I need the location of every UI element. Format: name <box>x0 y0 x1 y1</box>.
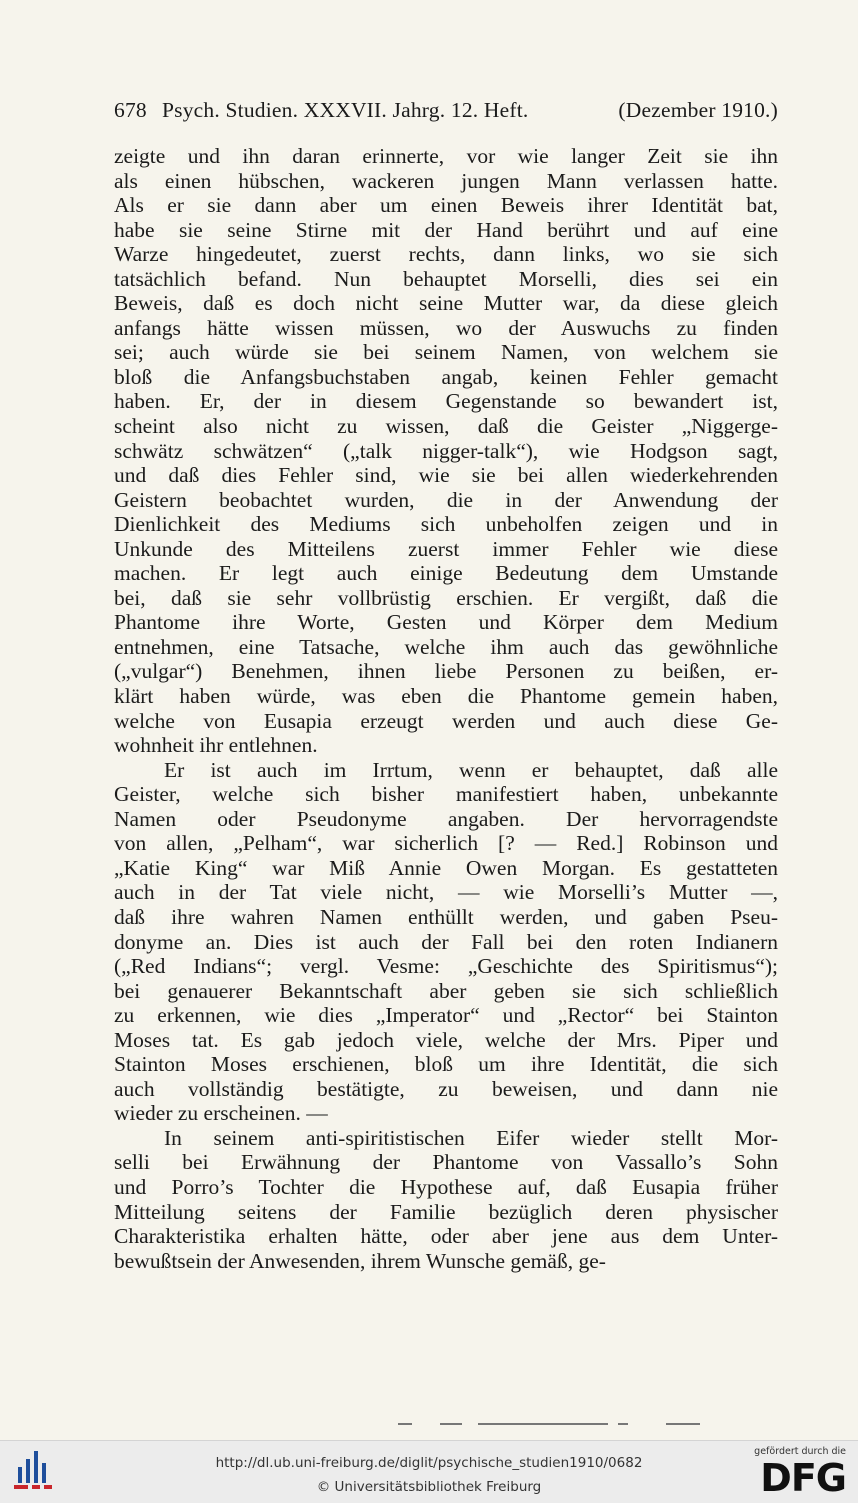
text-line: Warze hingedeutet, zuerst rechts, dann links, wo sie sich <box>114 242 778 267</box>
text-line: scheint also nicht zu wissen, daß die Geister „Niggerge- <box>114 414 778 439</box>
text-line: welche von Eusapia erzeugt werden und auch diese Ge- <box>114 708 778 733</box>
text-line: Mitteilung seitens der Familie bezüglich deren physischer <box>114 1199 778 1224</box>
scan-mark <box>666 1423 700 1425</box>
text-line: anfangs hätte wissen müssen, wo der Auswuchs zu finden <box>114 315 778 340</box>
text-line: Moses tat. Es gab jedoch viele, welche der Mrs. Piper und <box>114 1027 778 1052</box>
text-line: und Porro’s Tochter die Hypothese auf, daß Eusapia früher <box>114 1174 778 1199</box>
text-line: zu erkennen, wie dies „Imperator“ und „Rector“ bei Stainton <box>114 1003 778 1028</box>
text-line: Geister, welche sich bisher manifestiert haben, unbekannte <box>114 782 778 807</box>
text-line: zeigte und ihn daran erinnerte, vor wie langer Zeit sie ihn <box>114 144 778 168</box>
text-line: Stainton Moses erschienen, bloß um ihre Identität, die sich <box>114 1052 778 1077</box>
scan-mark <box>398 1423 412 1425</box>
text-line: auch vollständig bestätigte, zu beweisen, und dann nie <box>114 1076 778 1101</box>
footer-bar <box>0 1440 858 1503</box>
text-line: Beweis, daß es doch nicht seine Mutter war, da diese gleich <box>114 291 778 316</box>
text-line: Er ist auch im Irrtum, wenn er behauptet, daß alle <box>164 757 778 782</box>
scan-mark <box>478 1423 608 1425</box>
text-line: Dienlichkeit des Mediums sich unbeholfen zeigen und in <box>114 512 778 537</box>
text-line: selli bei Erwähnung der Phantome von Vassallo’s Sohn <box>114 1150 778 1175</box>
text-line: bloß die Anfangsbuchstaben angab, keinen Fehler gemacht <box>114 364 778 389</box>
text-line: habe sie seine Stirne mit der Hand berührt und auf eine <box>114 217 778 242</box>
text-line: donyme an. Dies ist auch der Fall bei den roten Indianern <box>114 929 778 954</box>
issue-date: (Dezember 1910.) <box>618 98 778 122</box>
text-line: entnehmen, eine Tatsache, welche ihm auch das gewöhnliche <box>114 634 778 659</box>
text-line: klärt haben würde, was eben die Phantome gemein haben, <box>114 684 778 709</box>
text-line: („Red Indians“; vergl. Vesme: „Geschichte des Spiritismus“); <box>114 954 778 979</box>
text-line: „Katie King“ war Miß Annie Owen Morgan. Es gestatteten <box>114 855 778 880</box>
dfg-caption: gefördert durch die <box>754 1446 846 1457</box>
text-line: In seinem anti-spiritistischen Eifer wieder stellt Mor- <box>164 1125 778 1150</box>
text-line: Phantome ihre Worte, Gesten und Körper dem Medium <box>114 610 778 635</box>
text-line: Als er sie dann aber um einen Beweis ihrer Identität bat, <box>114 193 778 218</box>
scan-mark <box>618 1423 628 1425</box>
text-line: und daß dies Fehler sind, wie sie bei allen wiederkehrenden <box>114 463 778 488</box>
dfg-logo-icon: DFG <box>760 1456 846 1500</box>
text-line: tatsächlich befand. Nun behauptet Morselli, dies sei ein <box>114 266 778 291</box>
text-line: von allen, „Pelham“, war sicherlich [? — Red.] Robinson und <box>114 831 778 856</box>
text-line: Charakteristika erhalten hätte, oder aber jene aus dem Unter- <box>114 1224 778 1249</box>
text-line: als einen hübschen, wackeren jungen Mann verlassen hatte. <box>114 168 778 193</box>
body-text <box>114 144 778 1273</box>
text-line: auch in der Tat viele nicht, — wie Morselli’s Mutter —, <box>114 880 778 905</box>
text-line: sei; auch würde sie bei seinem Namen, von welchem sie <box>114 340 778 365</box>
text-line: bewußtsein der Anwesenden, ihrem Wunsche gemäß, ge- <box>114 1248 606 1273</box>
text-line: machen. Er legt auch einige Bedeutung dem Umstande <box>114 561 778 586</box>
text-line: Namen oder Pseudonyme angaben. Der hervorragendste <box>114 806 778 831</box>
text-line: Geistern beobachtet wurden, die in der Anwendung der <box>114 487 778 512</box>
journal-title: Psych. Studien. XXXVII. Jahrg. 12. Heft. <box>162 98 529 122</box>
text-line: haben. Er, der in diesem Gegenstande so bewandert ist, <box>114 389 778 414</box>
page-number: 678 <box>114 98 147 122</box>
text-line: bei genauerer Bekanntschaft aber geben sie sich schließlich <box>114 978 778 1003</box>
text-line: („vulgar“) Benehmen, ihnen liebe Personen zu beißen, er- <box>114 659 778 684</box>
source-url[interactable]: http://dl.ub.uni-freiburg.de/diglit/psychische_studien1910/0682 <box>215 1455 643 1471</box>
text-line: bei, daß sie sehr vollbrüstig erschien. Er vergißt, daß die <box>114 585 778 610</box>
text-line: schwätz schwätzen“ („talk nigger-talk“), wie Hodgson sagt, <box>114 438 778 463</box>
copyright-notice: © Universitätsbibliothek Freiburg <box>316 1479 542 1495</box>
text-line: wohnheit ihr entlehnen. <box>114 733 318 758</box>
scan-mark <box>440 1423 462 1425</box>
text-line: wieder zu erscheinen. — <box>114 1101 328 1126</box>
text-line: daß ihre wahren Namen enthüllt werden, und gaben Pseu- <box>114 904 778 929</box>
text-line: Unkunde des Mitteilens zuerst immer Fehler wie diese <box>114 536 778 561</box>
